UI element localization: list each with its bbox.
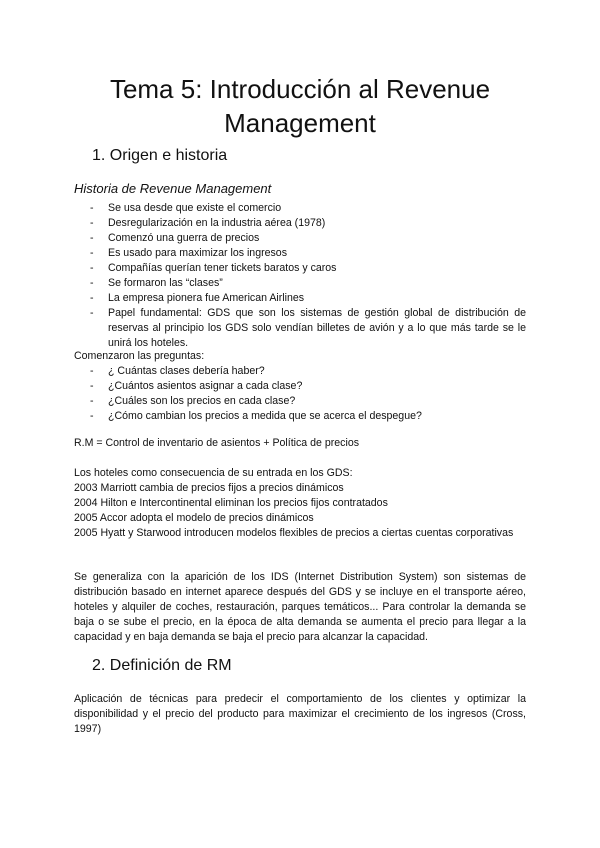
list-item: - Se usa desde que existe el comercio [90,202,282,214]
hotel-event: 2004 Hilton e Intercontinental eliminan los precios fijos contratados [74,497,388,509]
questions-intro: Comenzaron las preguntas: [74,350,205,362]
bullet-dash: - [90,232,94,244]
page-title [60,72,540,140]
list-item: - Es usado para maximizar los ingresos [90,247,287,259]
bullet-dash: - [90,410,94,422]
hotel-event: 2005 Hyatt y Starwood introducen modelos flexibles de precios a ciertas cuentas corporativas [74,527,514,539]
list-item: - ¿Cómo cambian los precios a medida que se acerca el despegue? [90,410,422,422]
list-item: - La empresa pionera fue American Airlines [90,292,305,304]
title-line-1: Tema 5: Introducción al Revenue [109,74,491,104]
bullet-dash: - [90,202,94,214]
bullet-dash: - [90,380,94,392]
list-item: - Compañías querían tener tickets baratos y caros [90,262,337,274]
list-item: - ¿ Cuántas clases debería haber? [90,365,265,377]
hotel-event: 2003 Marriott cambia de precios fijos a precios dinámicos [74,482,344,494]
hotel-events [74,481,526,541]
rm-formula: R.M = Control de inventario de asientos + Política de precios [74,437,360,449]
ids-paragraph: Se generaliza con la aparición de los IDS (Internet Distribution System) son sistemas de distribución basado en internet aparece después del GDS y se incluye en el transporte aéreo, hoteles y alquiler de coches, restauración, parques temáticos... Para controlar la demanda se baja o se sube el precio, en la época de alta demanda se aumenta el precio para llegar a la capacidad y en baja demanda se baja el precio para alcanzar la capacidad. [74,571,526,643]
bullet-dash: - [90,307,94,319]
bullet-dash: - [90,395,94,407]
hotel-event: 2005 Accor adopta el modelo de precios dinámicos [74,512,314,524]
list-item: - Se formaron las “clases” [90,277,223,289]
list-item: - Desregularización en la industria aérea (1978) [90,217,326,229]
section-heading-origen: 1. Origen e historia [92,147,228,164]
list-item: - Papel fundamental: GDS que son los sistemas de gestión global de distribución de reservas al principio los GDS solo vendían billetes de avión y a lo que más tarde se le unirá los hoteles. [90,307,526,349]
definition-paragraph: Aplicación de técnicas para predecir el comportamiento de los clientes y optimizar la disponibilidad y el precio del producto para maximizar el crecimiento de los ingresos (Cross, 1997) [74,693,526,735]
bullet-dash: - [90,262,94,274]
subsection-heading-historia: Historia de Revenue Management [74,181,272,196]
list-item: - ¿Cuántos asientos asignar a cada clase? [90,380,303,392]
bullet-dash: - [90,277,94,289]
questions-list [74,364,526,424]
bullet-dash: - [90,292,94,304]
bullet-dash: - [90,365,94,377]
title-line-2: Management [224,108,376,138]
bullet-dash: - [90,247,94,259]
bullet-dash: - [90,217,94,229]
history-list [74,201,526,351]
section-heading-definicion: 2. Definición de RM [92,657,232,674]
list-item: - Comenzó una guerra de precios [90,232,260,244]
list-item: - ¿Cuáles son los precios en cada clase? [90,395,296,407]
hotels-intro: Los hoteles como consecuencia de su entrada en los GDS: [74,467,353,479]
